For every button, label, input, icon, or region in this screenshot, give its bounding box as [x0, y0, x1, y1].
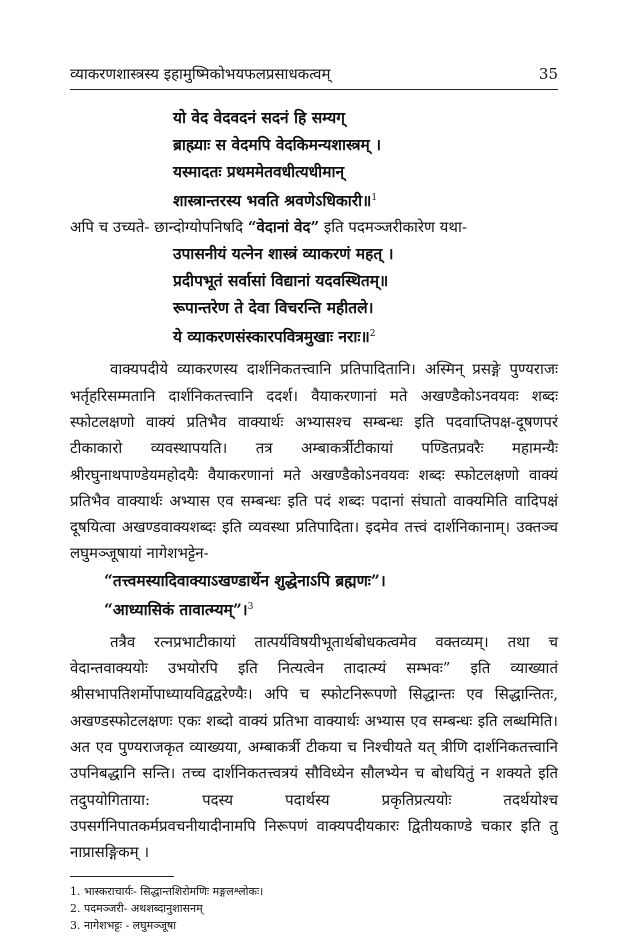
paragraph-2: तत्रैव रत्नप्रभाटीकायां तात्पर्यविषयीभूतार्थबोधकत्वमेव वक्तव्यम्। तथा च वेदान्तवाक्ययोः उभयोरपि इति नित्यत्वेन तादात्म्यं सम्भवः” इति व्याख्यातं श्रीसभापतिशर्मोपाध्यायविद्वद्वरेण्यैः। अपि च स्फोटनिरूपणो सिद्धान्तः एव सिद्धान्तितः, अखण्डस्फोटलक्षणः एकः शब्दो वाक्यं प्रतिभा वाक्यार्थः अभ्यास एव सम्बन्धः इति लब्धमिति। अत एव पुण्यराजकृत व्याख्यया, अम्बाकर्त्री टीकया च निश्चीयते यत् त्रीणि दार्शनिकतत्त्वानि उपनिबद्धानि सन्ति। तच्च दार्शनिकतत्त्वत्रयं सौविध्येन सौलभ्येन च बोधयितुं न शक्यते इति तदुपयोगिताया: पदस्य पदार्थस्य प्रकृतिप्रत्ययोः तदर्थयोश्च उपसर्गनिपातकर्मप्रवचनीयादीनामपि निरूपणं वाक्यपदीयकारः द्वितीयकाण्डे चकार इति तु नाप्रासङ्गिकम् । [70, 632, 558, 862]
verse-line [173, 321, 558, 350]
verse-line [173, 185, 558, 214]
verse-line: ब्राह्म्याः स वेदमपि वेदकिमन्यशास्त्रम् । [173, 135, 382, 154]
footnote: 1. भास्कराचार्यः- सिद्धान्तशिरोमणिः मङ्गलश्लोकः। [70, 884, 264, 898]
footnote-ref: 1 [371, 193, 378, 203]
footnote-ref: 3 [247, 601, 254, 612]
intro-line [70, 214, 558, 240]
verse-line: उपासनीयं यत्नेन शास्त्रं व्याकरणं महत् । [173, 244, 394, 264]
page [70, 64, 558, 934]
intro-pre: अपि च उच्यते- छान्दोग्योपनिषदि [70, 218, 248, 237]
footnote: 2. पदमञ्जरी- अथशब्दानुशासनम् [70, 901, 203, 915]
verse-block-1 [173, 104, 558, 214]
header-title: व्याकरणशास्त्रस्य इहामुष्मिकोभयफलप्रसाधकत्वम् [70, 65, 331, 83]
verse-line: प्रदीपभूतं सर्वासां विद्यानां यदवस्थितम्॥ [173, 271, 389, 291]
footnote-rule [70, 876, 174, 877]
verse-text: शास्त्रान्तरस्य भवति श्रवणेऽधिकारी॥ [173, 191, 372, 211]
verse-line: रूपान्तरेण ते देवा विचरन्ति महीतले। [173, 298, 374, 318]
verse-text: ये व्याकरणसंस्कारपवित्रमुखाः नराः॥ [173, 327, 370, 347]
header-rule [70, 89, 558, 90]
verse-block-2 [173, 240, 558, 350]
footnote-ref: 2 [369, 329, 376, 340]
verse-line: यो वेद वेदवदनं सदनं हि सम्यग् [173, 108, 345, 127]
intro-post: इति पदमञ्जरीकारेण यथा- [319, 218, 467, 237]
intro-bold: “वेदानां वेद” [247, 218, 320, 237]
quote-2 [104, 594, 558, 623]
verse-line: यस्मादतः प्रथममेतवधीत्यधीमान् [173, 162, 345, 181]
running-header [70, 64, 558, 84]
footnote: 3. नागेशभट्टः - लघुमञ्जूषा [70, 918, 177, 932]
quote-1: “तत्त्वमस्यादिवाक्याऽखण्डार्थेन शुद्धेनाऽपि ब्रह्मणः”। [104, 570, 386, 590]
quote-text: “आध्यासिकं तावात्म्यम्”। [104, 599, 248, 619]
page-number: 35 [538, 65, 558, 83]
paragraph-1: वाक्यपदीये व्याकरणस्य दार्शनिकतत्त्वानि प्रतिपादितानि। अस्मिन् प्रसङ्गे पुण्यराजः भर्तृहरिसम्मतानि दार्शनिकतत्त्वानि ददर्श। वैयाकरणानां मते अखण्डैकोऽनवयवः शब्दः स्फोटलक्षणो वाक्यं प्रतिभैव वाक्यार्थः अभ्यासश्च सम्बन्धः इति पदवाप्तिपक्ष-दूषणपरं टीकाकारो व्यवस्थापयति। तत्र अम्बाकर्त्रीटीकायां पण्डितप्रवरैः महामन्यैः श्रीरघुनाथपाण्डेयमहोदयैः वैयाकरणानां मते अखण्डैकोऽनवयवः शब्दः स्फोटलक्षणो वाक्यं प्रतिभैव वाक्यार्थः अभ्यास एव सम्बन्धः इति पदं शब्दः पदानां संघातो वाक्यमिति वादिपक्षं दूषयित्वा अखण्डवाक्यशब्दः इति व्यवस्था प्रतिपादिता। इदमेव तत्त्वं दार्शनिकानाम्। उक्तञ्च लघुमञ्जूषायां नागेशभट्टेन- [70, 360, 558, 563]
